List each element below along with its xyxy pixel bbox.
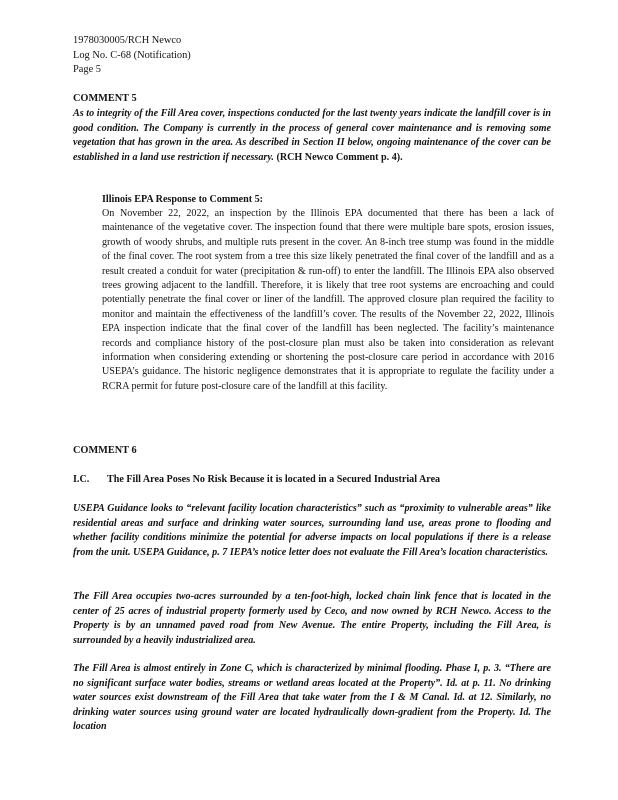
comment-5-citation: (RCH Newco Comment p. 4). [273,151,403,163]
comment-5-quote: As to integrity of the Fill Area cover, inspections conducted for the last twenty years indicate the landfill cover is in good condition. The Company is currently in the process of general cover maintenance and is removing some vegetation that has grown in the area. As described in Section II below, ongoing maintenance of the cover can be established in a land use restriction if necessary. [73,108,551,163]
response-5-title: Illinois EPA Response to Comment 5: [102,194,264,205]
comment-5-text [73,107,551,165]
comment-6-heading: COMMENT 6 [73,445,137,456]
comment-6-paragraph-3: The Fill Area is almost entirely in Zone C, which is characterized by minimal flooding. Phase I, p. 3. “There are no significant surface water bodies, streams or wetland areas located at the Property”. Id. at p. 11. No drinking water sources exist downstream of the Fill Area that take water from the I & M Canal. Id. at 12. Similarly, no drinking water sources using ground water are located hydraulically down-gradient from the Property. Id. The location [73,663,551,732]
section-title: The Fill Area Poses No Risk Because it is located in a Secured Industrial Area [107,474,441,485]
comment-6-paragraph-2: The Fill Area occupies two-acres surrounded by a ten-foot-high, locked chain link fence that is located in the center of 25 acres of industrial property formerly used by Ceco, and now owned by RCH Newco. Access to the Property is by an unnamed paved road from New Avenue. The entire Property, including the Fill Area, is surrounded by a heavily industrialized area. [73,591,551,646]
page-header [73,34,191,78]
header-page-number: Page 5 [73,64,101,75]
comment-5-heading: COMMENT 5 [73,93,137,104]
header-file-number: 1978030005/RCH Newco [73,35,182,46]
header-log-number: Log No. C-68 (Notification) [73,49,191,61]
comment-6-paragraph-1: USEPA Guidance looks to “relevant facility location characteristics” such as “proximity to vulnerable areas” like residential areas and surface and drinking water sources, surrounding land use, areas prone to flooding and whether facility conditions minimize the potential for adverse impacts on local populations if there is a release from the unit. USEPA Guidance, p. 7 IEPA’s notice letter does not evaluate the Fill Area’s location characteristics. [73,503,551,558]
response-5-text: On November 22, 2022, an inspection by the Illinois EPA documented that there has been a lack of maintenance of the vegetative cover. The inspection found that there were multiple bare spots, erosion issues, growth of woody shrubs, and multiple ruts present in the cover. An 8-inch tree stump was found in the middle of the final cover. The root system from a tree this size likely penetrated the final cover of the landfill and as a result created a conduit for water (precipitation & run-off) to enter the landfill. The Illinois EPA also observed trees growing adjacent to the landfill. Therefore, it is likely that tree root systems are encroaching and could potentially penetrate the final cover or liner of the landfill. The approved closure plan required the facility to monitor and maintain the effectiveness of the landfill’s cover. The results of the November 22, 2022, Illinois EPA inspection indicate that the final cover of the landfill has been neglected. The facility’s maintenance records and compliance history of the post-closure plan must also be taken into consideration as relevant information when considering extending or shortening the post-closure care period in accordance with 2016 USEPA’s guidance. The historic negligence demonstrates that it is appropriate to regulate the facility under a RCRA permit for future post-closure care of the landfill at this facility. [102,208,554,392]
section-ic-heading [73,473,551,487]
section-number: I.C. [73,474,90,485]
